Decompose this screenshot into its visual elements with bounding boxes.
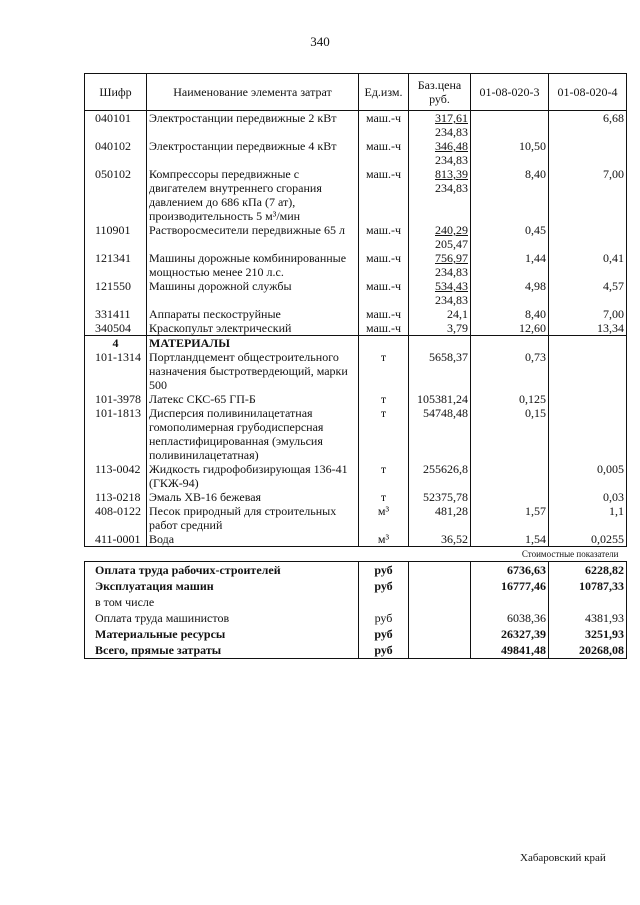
summary-unit: руб bbox=[359, 642, 409, 659]
summary-section bbox=[85, 562, 627, 659]
row-price-main: 756,97 bbox=[435, 251, 468, 265]
row-name: Вода bbox=[147, 532, 359, 547]
row-value-1: 0,45 bbox=[471, 223, 549, 251]
section-row bbox=[85, 336, 627, 351]
row-name: Песок природный для строительных работ средний bbox=[147, 504, 359, 532]
row-price: 5658,37 bbox=[409, 350, 471, 392]
table-row bbox=[85, 504, 627, 532]
page-number: 340 bbox=[310, 34, 330, 49]
row-price: 481,28 bbox=[409, 504, 471, 532]
row-price bbox=[409, 251, 471, 279]
row-code: 110901 bbox=[85, 223, 147, 251]
table-row bbox=[85, 406, 627, 462]
summary-value-2: 4381,93 bbox=[549, 610, 627, 626]
col-v2-header: 01-08-020-4 bbox=[549, 74, 627, 111]
summary-row bbox=[85, 642, 627, 659]
row-value-1 bbox=[471, 490, 549, 504]
summary-name: Всего, прямые затраты bbox=[85, 642, 359, 659]
row-price-labor: 234,83 bbox=[435, 125, 468, 139]
table-row bbox=[85, 139, 627, 167]
summary-value-2: 6228,82 bbox=[549, 562, 627, 579]
row-value-2 bbox=[549, 406, 627, 462]
row-value-1 bbox=[471, 111, 549, 140]
row-code: 101-3978 bbox=[85, 392, 147, 406]
row-value-2: 6,68 bbox=[549, 111, 627, 140]
row-name: Компрессоры передвижные с двигателем внутреннего сгорания давлением до 686 кПа (7 ат), производительность 5 м³/мин bbox=[147, 167, 359, 223]
row-price-main: 24,1 bbox=[447, 307, 468, 321]
row-price: 52375,78 bbox=[409, 490, 471, 504]
row-value-1: 0,73 bbox=[471, 350, 549, 392]
col-unit-header: Ед.изм. bbox=[359, 74, 409, 111]
row-unit: маш.-ч bbox=[359, 251, 409, 279]
row-price bbox=[409, 279, 471, 307]
summary-row bbox=[85, 578, 627, 594]
row-code: 121550 bbox=[85, 279, 147, 307]
summary-value-2 bbox=[549, 594, 627, 610]
row-value-1: 0,125 bbox=[471, 392, 549, 406]
row-unit: маш.-ч bbox=[359, 279, 409, 307]
row-value-2: 0,0255 bbox=[549, 532, 627, 547]
row-name: Машины дорожной службы bbox=[147, 279, 359, 307]
row-unit: маш.-ч bbox=[359, 307, 409, 321]
row-name: Машины дорожные комбинированные мощностью менее 210 л.с. bbox=[147, 251, 359, 279]
cost-indicators-row bbox=[85, 547, 627, 562]
summary-value-1: 6038,36 bbox=[471, 610, 549, 626]
materials-heading bbox=[85, 336, 627, 351]
summary-name: в том числе bbox=[85, 594, 359, 610]
row-name: Краскопульт электрический bbox=[147, 321, 359, 336]
row-price-labor: 205,47 bbox=[435, 237, 468, 251]
machines-section bbox=[85, 111, 627, 336]
summary-unit bbox=[359, 594, 409, 610]
row-price-main: 534,43 bbox=[435, 279, 468, 293]
table-row bbox=[85, 251, 627, 279]
table-row bbox=[85, 350, 627, 392]
row-price-main: 240,29 bbox=[435, 223, 468, 237]
row-value-1: 8,40 bbox=[471, 167, 549, 223]
summary-value-1: 49841,48 bbox=[471, 642, 549, 659]
summary-unit: руб bbox=[359, 578, 409, 594]
footer-region: Хабаровский край bbox=[520, 852, 606, 864]
row-price bbox=[409, 167, 471, 223]
summary-unit: руб bbox=[359, 562, 409, 579]
row-unit: маш.-ч bbox=[359, 167, 409, 223]
row-name: Электростанции передвижные 2 кВт bbox=[147, 111, 359, 140]
row-value-1 bbox=[471, 462, 549, 490]
materials-section bbox=[85, 350, 627, 547]
row-code: 113-0218 bbox=[85, 490, 147, 504]
row-price: 54748,48 bbox=[409, 406, 471, 462]
row-value-1: 0,15 bbox=[471, 406, 549, 462]
summary-value-1: 6736,63 bbox=[471, 562, 549, 579]
row-name: Аппараты пескоструйные bbox=[147, 307, 359, 321]
row-value-2: 0,03 bbox=[549, 490, 627, 504]
row-price-main: 813,39 bbox=[435, 167, 468, 181]
summary-value-2: 20268,08 bbox=[549, 642, 627, 659]
row-name: Эмаль ХВ-16 бежевая bbox=[147, 490, 359, 504]
row-code: 101-1813 bbox=[85, 406, 147, 462]
row-value-1: 1,54 bbox=[471, 532, 549, 547]
table-row bbox=[85, 307, 627, 321]
row-unit: т bbox=[359, 462, 409, 490]
table-row bbox=[85, 462, 627, 490]
row-value-2: 1,1 bbox=[549, 504, 627, 532]
summary-name: Оплата труда машинистов bbox=[85, 610, 359, 626]
row-value-2 bbox=[549, 223, 627, 251]
summary-price bbox=[409, 562, 471, 579]
row-code: 113-0042 bbox=[85, 462, 147, 490]
col-name-header: Наименование элемента затрат bbox=[147, 74, 359, 111]
summary-row bbox=[85, 626, 627, 642]
summary-price bbox=[409, 642, 471, 659]
row-code: 040102 bbox=[85, 139, 147, 167]
row-value-2 bbox=[549, 350, 627, 392]
row-price-main: 3,79 bbox=[447, 321, 468, 335]
summary-value-2: 3251,93 bbox=[549, 626, 627, 642]
table-row bbox=[85, 392, 627, 406]
summary-row bbox=[85, 594, 627, 610]
summary-name: Эксплуатация машин bbox=[85, 578, 359, 594]
row-price bbox=[409, 139, 471, 167]
row-code: 101-1314 bbox=[85, 350, 147, 392]
row-price: 36,52 bbox=[409, 532, 471, 547]
row-code: 408-0122 bbox=[85, 504, 147, 532]
summary-value-2: 10787,33 bbox=[549, 578, 627, 594]
row-code: 121341 bbox=[85, 251, 147, 279]
row-unit: маш.-ч bbox=[359, 321, 409, 336]
table-row bbox=[85, 223, 627, 251]
row-code: 050102 bbox=[85, 167, 147, 223]
row-value-1: 1,44 bbox=[471, 251, 549, 279]
table-header bbox=[85, 74, 627, 111]
row-value-2 bbox=[549, 139, 627, 167]
summary-row bbox=[85, 562, 627, 579]
summary-row bbox=[85, 610, 627, 626]
row-price bbox=[409, 321, 471, 336]
row-value-2: 13,34 bbox=[549, 321, 627, 336]
row-value-2: 7,00 bbox=[549, 167, 627, 223]
table-row bbox=[85, 321, 627, 336]
row-unit: т bbox=[359, 392, 409, 406]
row-unit: маш.-ч bbox=[359, 139, 409, 167]
table-row bbox=[85, 279, 627, 307]
row-unit: м³ bbox=[359, 532, 409, 547]
row-value-1: 12,60 bbox=[471, 321, 549, 336]
table-row bbox=[85, 532, 627, 547]
row-name: Портландцемент общестроительного назначения быстротвердеющий, марки 500 bbox=[147, 350, 359, 392]
row-code: 040101 bbox=[85, 111, 147, 140]
row-unit: т bbox=[359, 350, 409, 392]
row-unit: т bbox=[359, 490, 409, 504]
row-code: 340504 bbox=[85, 321, 147, 336]
summary-price bbox=[409, 610, 471, 626]
row-name: Латекс СКС-65 ГП-Б bbox=[147, 392, 359, 406]
cost-table bbox=[84, 73, 627, 659]
row-value-1: 8,40 bbox=[471, 307, 549, 321]
row-value-2: 4,57 bbox=[549, 279, 627, 307]
row-price-main: 317,61 bbox=[435, 111, 468, 125]
row-price-labor: 234,83 bbox=[435, 153, 468, 167]
row-code: 411-0001 bbox=[85, 532, 147, 547]
row-unit: м³ bbox=[359, 504, 409, 532]
summary-price bbox=[409, 626, 471, 642]
section-code: 4 bbox=[85, 336, 147, 351]
summary-price bbox=[409, 594, 471, 610]
section-title: МАТЕРИАЛЫ bbox=[147, 336, 359, 351]
row-value-1: 1,57 bbox=[471, 504, 549, 532]
row-name: Дисперсия поливинилацетатная гомополимерная грубодисперсная непластифицированная (эмульсия поливинилацетатная) bbox=[147, 406, 359, 462]
summary-name: Материальные ресурсы bbox=[85, 626, 359, 642]
row-value-2: 0,005 bbox=[549, 462, 627, 490]
row-name: Растворосмесители передвижные 65 л bbox=[147, 223, 359, 251]
summary-name: Оплата труда рабочих-строителей bbox=[85, 562, 359, 579]
summary-value-1: 26327,39 bbox=[471, 626, 549, 642]
row-price bbox=[409, 111, 471, 140]
col-v1-header: 01-08-020-3 bbox=[471, 74, 549, 111]
summary-value-1 bbox=[471, 594, 549, 610]
row-value-1: 4,98 bbox=[471, 279, 549, 307]
row-value-2: 0,41 bbox=[549, 251, 627, 279]
row-value-2: 7,00 bbox=[549, 307, 627, 321]
row-value-2 bbox=[549, 392, 627, 406]
row-price-labor: 234,83 bbox=[435, 293, 468, 307]
row-price: 255626,8 bbox=[409, 462, 471, 490]
table-row bbox=[85, 111, 627, 140]
col-code-header: Шифр bbox=[85, 74, 147, 111]
row-price bbox=[409, 307, 471, 321]
row-value-1: 10,50 bbox=[471, 139, 549, 167]
row-name: Жидкость гидрофобизирующая 136-41 (ГКЖ-94) bbox=[147, 462, 359, 490]
summary-unit: руб bbox=[359, 626, 409, 642]
row-price: 105381,24 bbox=[409, 392, 471, 406]
row-price-labor: 234,83 bbox=[435, 265, 468, 279]
summary-unit: руб bbox=[359, 610, 409, 626]
summary-value-1: 16777,46 bbox=[471, 578, 549, 594]
row-price-main: 346,48 bbox=[435, 139, 468, 153]
row-price-labor: 234,83 bbox=[435, 181, 468, 195]
row-price bbox=[409, 223, 471, 251]
row-unit: маш.-ч bbox=[359, 223, 409, 251]
summary-price bbox=[409, 578, 471, 594]
row-name: Электростанции передвижные 4 кВт bbox=[147, 139, 359, 167]
cost-indicators-label: Стоимостные показатели bbox=[85, 547, 627, 562]
row-code: 331411 bbox=[85, 307, 147, 321]
table-row bbox=[85, 490, 627, 504]
row-unit: маш.-ч bbox=[359, 111, 409, 140]
row-unit: т bbox=[359, 406, 409, 462]
table-row bbox=[85, 167, 627, 223]
col-price-header: Баз.цена руб. bbox=[409, 74, 471, 111]
